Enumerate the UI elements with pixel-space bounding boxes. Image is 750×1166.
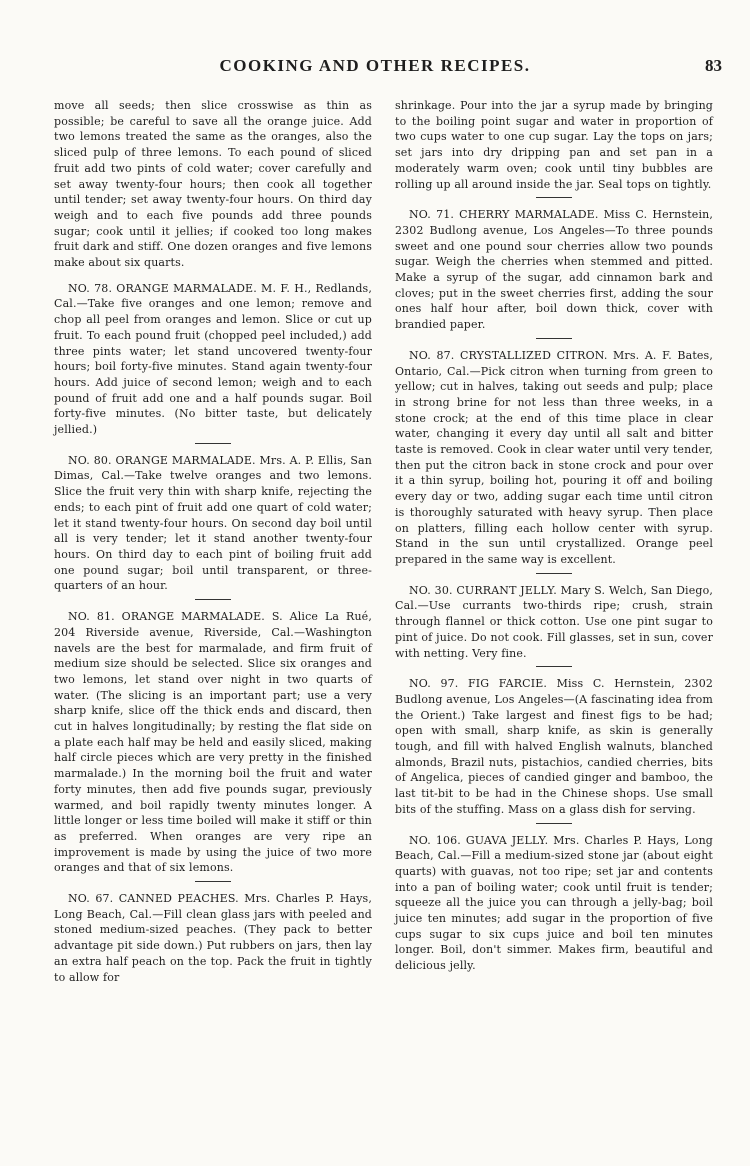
separator-rule	[195, 881, 231, 882]
running-title: COOKING AND OTHER RECIPES.	[219, 56, 531, 75]
recipe-canned-peaches-67	[54, 891, 372, 985]
recipe-currant-jelly-30	[395, 583, 713, 662]
recipe-fig-farcie-97	[395, 676, 713, 817]
recipe-crystallized-citron-87	[395, 348, 713, 568]
separator-rule	[195, 599, 231, 600]
separator-rule	[536, 197, 572, 198]
recipe-text: NO. 80. ORANGE MARMALADE. Mrs. A. P. Ellis, San Dimas, Cal.—Take twelve oranges and two lemons. Slice the fruit very thin with sharp knife, rejecting the ends; to each pint of fruit add one quart of cold water; let it stand twenty-four hours. On second day boil until all is very tender; let it stand another twenty-four hours. On third day to each pint of boiling fruit add one pound sugar; boil until transparent, or three-quarters of an hour.	[54, 453, 372, 593]
section-gap	[54, 271, 372, 281]
continued-paragraph: shrinkage. Pour into the jar a syrup made by bringing to the boiling point sugar and water in proportion of two cups water to one cup sugar. Lay the tops on jars; set jars into dry dripping pan and set pan in a moderately warm oven; cook until tiny bubbles are rolling up all around inside the jar. Seal tops on tightly.	[395, 99, 713, 191]
recipe-cherry-marmalade-71	[395, 207, 713, 333]
continued-paragraph: move all seeds; then slice crosswise as thin as possible; be careful to save all the orange juice. Add two lemons treated the same as the oranges, also the sliced pulp of three lemons. To each pound of sliced fruit add two pints of cold water; cover carefully and set away twenty-four hours; then cook all together until tender; set away twenty-four hours. On third day weigh and to each five pounds add three pounds sugar; cook until it jellies; if cooked too long makes fruit dark and stiff. One dozen oranges and five lemons make about six quarts.	[54, 99, 372, 270]
recipe-text: NO. 78. ORANGE MARMALADE. M. F. H., Redlands, Cal.—Take five oranges and one lemon; remove and chop all peel from oranges and lemon. Slice or cut up fruit. To each pound fruit (chopped peel included,) add three pints water; let stand uncovered twenty-four hours; boil forty-five minutes. Stand again twenty-four hours. Add juice of second lemon; weigh and to each pound of fruit add one and a half pounds sugar. Boil forty-five minutes. (No bitter taste, but delicately jellied.)	[54, 281, 372, 437]
page-number: 83	[705, 56, 722, 75]
page-header	[0, 56, 750, 80]
recipe-text: NO. 81. ORANGE MARMALADE. S. Alice La Rué, 204 Riverside avenue, Riverside, Cal.—Washington navels are the best for marmalade, and firm fruit of medium size should be selected. Slice six oranges and two lemons, let stand over night in two quarts of water. (The slicing is an important part; use a very sharp knife, slice off the thick ends and discard, then cut in halves longitudinally; by resting the flat side on a plate each half may be held and easily sliced, making half circle pieces which are very pretty in the finished marmalade.) In the morning boil the fruit and water forty minutes, then add five pounds sugar, previously warmed, and boil rapidly twenty minutes longer. A little longer or less time boiled will make it stiff or thin as preferred. When oranges are very ripe an improvement is made by using the juice of two more oranges and that of six lemons.	[54, 610, 372, 875]
separator-rule	[536, 338, 572, 339]
separator-rule	[536, 573, 572, 574]
recipe-text: NO. 97. FIG FARCIE. Miss C. Hernstein, 2302 Budlong avenue, Los Angeles—(A fascinating idea from the Orient.) Take largest and finest figs to be had; open with small, sharp knife, as skin is generally tough, and fill with halved English walnuts, blanched almonds, Brazil nuts, pistachios, candied cherries, bits of Angelica, pieces of candied ginger and bamboo, the last tit-bit to be had in the Chinese shops. Use small bits of the stuffing. Mass on a glass dish for serving.	[395, 677, 713, 816]
recipe-text: NO. 71. CHERRY MARMALADE. Miss C. Hernstein, 2302 Budlong avenue, Los Angeles—To three pounds sweet and one pound sour cherries allow two pounds sugar. Weigh the cherries when stemmed and pitted. Make a syrup of the sugar, add cinnamon bark and cloves; put in the sweet cherries first, adding the sour ones half hour after, boil down thick, cover with brandied paper.	[395, 208, 713, 332]
separator-rule	[536, 666, 572, 667]
right-column	[395, 98, 713, 974]
separator-rule	[536, 823, 572, 824]
recipe-orange-marmalade-78	[54, 281, 372, 438]
recipe-text: NO. 30. CURRANT JELLY. Mary S. Welch, San Diego, Cal.—Use currants two-thirds ripe; crush, strain through flannel or thick cotton. Use one pint sugar to pint of juice. Do not cook. Fill glasses, set in sun, cover with netting. Very fine.	[395, 583, 713, 660]
recipe-orange-marmalade-80	[54, 453, 372, 594]
separator-rule	[195, 443, 231, 444]
recipe-guava-jelly-106	[395, 833, 713, 974]
left-column	[54, 98, 372, 985]
recipe-orange-marmalade-81	[54, 609, 372, 876]
recipe-text: NO. 106. GUAVA JELLY. Mrs. Charles P. Hays, Long Beach, Cal.—Fill a medium-sized stone jar (about eight quarts) with guavas, not too ripe; set jar and contents into a pan of boiling water; cook until fruit is tender; squeeze all the juice you can through a jelly-bag; boil juice ten minutes; add sugar in the proportion of five cups sugar to six cups juice and boil ten minutes longer. Boil, don't simmer. Makes firm, beautiful and delicious jelly.	[395, 833, 713, 973]
recipe-text: NO. 87. CRYSTALLIZED CITRON. Mrs. A. F. Bates, Ontario, Cal.—Pick citron when turning from green to yellow; cut in halves, taking out seeds and pulp; place in strong brine for not less than three weeks, in a stone crock; at the end of this time place in clear water, changing it every day until all salt and bitter taste is removed. Cook in clear water until very tender, then put the citron back in stone crock and pour over it a thin syrup, boiling hot, pouring it off and boiling every day or two, adding sugar each time until citron is thoroughly saturated with heavy syrup. Then place on platters, filling each hollow center with syrup. Stand in the sun until crystallized. Orange peel prepared in the same way is excellent.	[395, 348, 713, 566]
recipe-text: NO. 67. CANNED PEACHES. Mrs. Charles P. Hays, Long Beach, Cal.—Fill clean glass jars with peeled and stoned medium-sized peaches. (They pack to better advantage pit side down.) Put rubbers on jars, then lay an extra half peach on the top. Pack the fruit in tightly to allow for	[54, 892, 372, 984]
